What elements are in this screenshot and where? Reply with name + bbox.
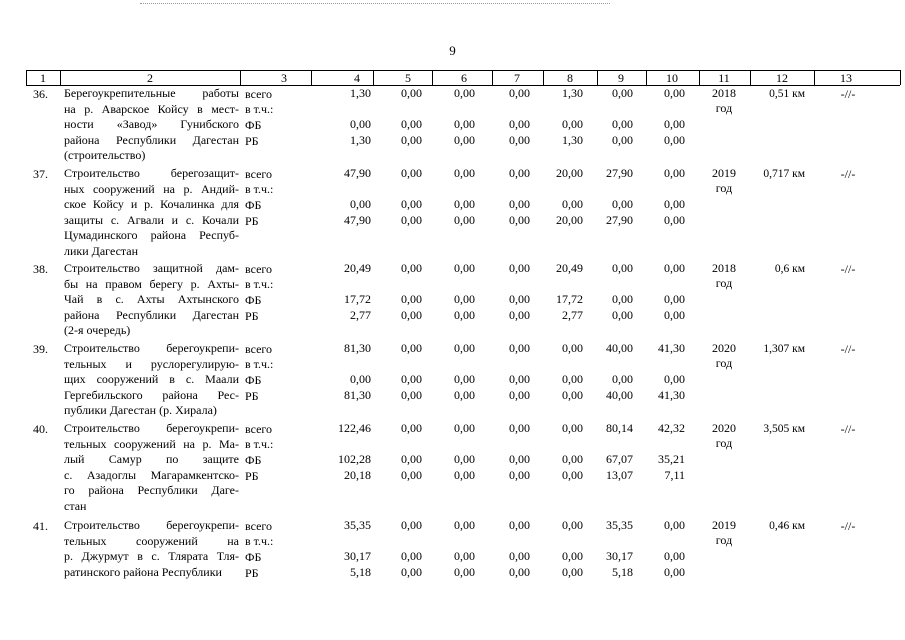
funding-type: всего [245,342,273,356]
project-name-line: го района Республики Даге- [64,483,239,498]
funding-type: РБ [245,566,259,580]
project-name-line: Строительство защитной дам- [64,261,239,275]
length-value: 3,505 км [763,423,805,435]
value-cell-c7: 0,00 [509,468,530,482]
value-cell-c8: 1,30 [562,133,583,147]
funding-type: РБ [245,214,259,228]
value-cell-c9: 0,00 [612,372,633,386]
funding-type: в т.ч.: [245,102,274,116]
funding-type: всего [245,87,273,101]
column-header-6: 6 [461,71,467,85]
value-cell-c10: 35,21 [658,452,685,466]
value-cell-c6: 0,00 [454,549,475,563]
value-cell-c6: 0,00 [454,117,475,131]
row-project-name [64,261,239,339]
funding-type: всего [245,262,273,276]
completion-year-unit: год [715,533,733,547]
value-cell-c10: 0,00 [664,549,685,563]
value-cell-c9: 40,00 [606,341,633,355]
value-cell-c7: 0,00 [509,341,530,355]
value-cell-c7: 0,00 [509,261,530,275]
funding-type: всего [245,519,273,533]
column-divider-1 [26,70,27,85]
value-cell-c7: 0,00 [509,308,530,322]
row-project-name [64,86,239,164]
ditto-mark: -//- [840,342,856,356]
project-name-line: р. Джурмут в с. Тлярата Тля- [64,549,239,564]
value-cell-c7: 0,00 [509,197,530,211]
value-cell-c9: 80,14 [606,421,633,435]
column-divider-8 [543,70,544,85]
value-cell-c7: 0,00 [509,452,530,466]
column-divider-10 [646,70,647,85]
funding-type: РБ [245,309,259,323]
column-divider-13 [814,70,815,85]
value-cell-c8: 0,00 [562,421,583,435]
value-cell-c8: 1,30 [562,86,583,100]
value-cell-c8: 20,49 [556,261,583,275]
value-cell-c5: 0,00 [401,133,422,147]
value-cell-c7: 0,00 [509,518,530,532]
project-name-line: ское Койсу и р. Кочалинка для [64,197,239,212]
column-divider-3 [240,70,241,85]
value-cell-c7: 0,00 [509,372,530,386]
project-name-line: щих сооружений в с. Маали [64,372,239,387]
value-cell-total: 2,77 [350,308,371,322]
value-cell-c9: 0,00 [612,86,633,100]
value-cell-total: 47,90 [344,166,371,180]
value-cell-c10: 7,11 [664,468,685,482]
value-cell-c5: 0,00 [401,261,422,275]
value-cell-c9: 0,00 [612,261,633,275]
funding-type: всего [245,422,273,436]
value-cell-c6: 0,00 [454,197,475,211]
length-value: 0,6 км [774,263,805,275]
value-cell-c6: 0,00 [454,388,475,402]
value-cell-total: 35,35 [344,518,371,532]
value-cell-total: 1,30 [350,86,371,100]
value-cell-c7: 0,00 [509,133,530,147]
column-header-13: 13 [840,71,852,85]
column-divider-12 [750,70,751,85]
value-cell-c6: 0,00 [454,292,475,306]
value-cell-c7: 0,00 [509,565,530,579]
project-name-line: Чай в с. Ахты Ахтынского [64,292,239,307]
value-cell-c6: 0,00 [454,86,475,100]
value-cell-c8: 0,00 [562,372,583,386]
project-name-line: ратинского района Республики [64,564,222,579]
column-divider-9 [597,70,598,85]
value-cell-c10: 0,00 [664,86,685,100]
ditto-mark: -//- [840,87,856,101]
funding-type: ФБ [245,453,262,467]
value-cell-c9: 0,00 [612,292,633,306]
value-cell-c9: 0,00 [612,197,633,211]
value-cell-c8: 0,00 [562,388,583,402]
ditto-mark: -//- [840,167,856,181]
column-header-5: 5 [405,71,411,85]
value-cell-total: 20,18 [344,468,371,482]
value-cell-total: 81,30 [344,341,371,355]
row-number: 39. [33,342,48,356]
page-number: 9 [449,43,456,58]
value-cell-c5: 0,00 [401,117,422,131]
completion-year: 2019 [712,518,736,532]
value-cell-c9: 13,07 [606,468,633,482]
project-name-line: района Республики Дагестан [64,307,239,322]
project-name-line: (строительство) [64,148,146,163]
value-cell-c7: 0,00 [509,166,530,180]
value-cell-c6: 0,00 [454,468,475,482]
column-header-7: 7 [514,71,520,85]
funding-type: РБ [245,389,259,403]
value-cell-c8: 0,00 [562,565,583,579]
value-cell-c6: 0,00 [454,341,475,355]
value-cell-c5: 0,00 [401,166,422,180]
column-divider-14 [900,70,901,85]
project-name-line: публики Дагестан (р. Хирала) [64,403,217,418]
value-cell-c5: 0,00 [401,308,422,322]
value-cell-total: 47,90 [344,213,371,227]
project-name-line: бы на правом берегу р. Ахты- [64,276,239,291]
row-number: 36. [33,87,48,101]
completion-year-unit: год [715,181,733,195]
funding-type: ФБ [245,293,262,307]
value-cell-c10: 0,00 [664,197,685,211]
value-cell-c5: 0,00 [401,518,422,532]
funding-type: ФБ [245,198,262,212]
column-divider-2 [60,70,61,85]
value-cell-c5: 0,00 [401,213,422,227]
column-divider-7 [492,70,493,85]
project-name-line: Строительство берегозащит- [64,166,239,180]
project-name-line: ности «Завод» Гунибского [64,117,239,132]
project-name-line: района Республики Дагестан [64,132,239,147]
value-cell-c6: 0,00 [454,452,475,466]
value-cell-c9: 27,90 [606,166,633,180]
column-header-1: 1 [40,71,46,85]
completion-year: 2020 [712,341,736,355]
project-name-line: лики Дагестан [64,243,139,258]
length-value: 0,717 км [763,168,805,180]
value-cell-c6: 0,00 [454,518,475,532]
value-cell-c6: 0,00 [454,166,475,180]
value-cell-c6: 0,00 [454,421,475,435]
value-cell-c9: 30,17 [606,549,633,563]
project-name-line: стан [64,498,87,513]
project-name-line: Гергебильского района Рес- [64,387,239,402]
value-cell-c7: 0,00 [509,421,530,435]
value-cell-c8: 0,00 [562,117,583,131]
value-cell-total: 5,18 [350,565,371,579]
funding-type: в т.ч.: [245,437,274,451]
project-name-line: Строительство берегоукрепи- [64,341,239,355]
ditto-mark: -//- [840,519,856,533]
project-name-line: Цумадинского района Респуб- [64,228,239,243]
project-name-line: тельных сооружений на р. Ма- [64,436,239,451]
value-cell-total: 1,30 [350,133,371,147]
value-cell-total: 0,00 [350,197,371,211]
column-header-11: 11 [718,71,730,85]
ditto-mark: -//- [840,262,856,276]
value-cell-c9: 5,18 [612,565,633,579]
column-divider-5 [373,70,374,85]
value-cell-c6: 0,00 [454,372,475,386]
value-cell-c6: 0,00 [454,565,475,579]
value-cell-c9: 27,90 [606,213,633,227]
value-cell-c5: 0,00 [401,341,422,355]
project-name-line: с. Азадоглы Магарамкентско- [64,467,239,482]
column-header-4: 4 [354,71,360,85]
value-cell-c7: 0,00 [509,388,530,402]
value-cell-c10: 0,00 [664,518,685,532]
value-cell-c10: 0,00 [664,133,685,147]
value-cell-c8: 0,00 [562,197,583,211]
project-name-line: на р. Аварское Койсу в мест- [64,101,239,116]
value-cell-c9: 0,00 [612,117,633,131]
value-cell-c5: 0,00 [401,452,422,466]
top-scan-line [140,3,610,4]
value-cell-total: 30,17 [344,549,371,563]
value-cell-c9: 67,07 [606,452,633,466]
project-name-line: ных сооружений на р. Андий- [64,181,239,196]
completion-year: 2018 [712,86,736,100]
value-cell-c5: 0,00 [401,549,422,563]
funding-type: ФБ [245,118,262,132]
funding-type: РБ [245,134,259,148]
funding-type: всего [245,167,273,181]
completion-year-unit: год [715,436,733,450]
value-cell-c8: 17,72 [556,292,583,306]
value-cell-c9: 0,00 [612,308,633,322]
row-number: 40. [33,422,48,436]
value-cell-total: 20,49 [344,261,371,275]
value-cell-c7: 0,00 [509,86,530,100]
value-cell-c6: 0,00 [454,213,475,227]
value-cell-total: 0,00 [350,372,371,386]
value-cell-c7: 0,00 [509,549,530,563]
value-cell-c10: 0,00 [664,261,685,275]
row-project-name [64,341,239,419]
value-cell-c5: 0,00 [401,197,422,211]
column-header-10: 10 [666,71,678,85]
column-header-2: 2 [147,71,153,85]
value-cell-c8: 0,00 [562,549,583,563]
value-cell-total: 102,28 [338,452,371,466]
value-cell-c9: 0,00 [612,133,633,147]
funding-type: в т.ч.: [245,534,274,548]
value-cell-c10: 0,00 [664,372,685,386]
row-number: 37. [33,167,48,181]
value-cell-c5: 0,00 [401,86,422,100]
value-cell-c5: 0,00 [401,468,422,482]
value-cell-c8: 2,77 [562,308,583,322]
project-name-line: Строительство берегоукрепи- [64,518,239,532]
value-cell-c9: 40,00 [606,388,633,402]
funding-type: ФБ [245,373,262,387]
value-cell-total: 17,72 [344,292,371,306]
completion-year: 2019 [712,166,736,180]
funding-type: в т.ч.: [245,182,274,196]
completion-year: 2018 [712,261,736,275]
value-cell-c7: 0,00 [509,292,530,306]
value-cell-c5: 0,00 [401,565,422,579]
completion-year-unit: год [715,101,733,115]
value-cell-c8: 20,00 [556,213,583,227]
length-value: 1,307 км [763,343,805,355]
row-project-name [64,166,239,260]
funding-type: в т.ч.: [245,357,274,371]
column-header-9: 9 [618,71,624,85]
value-cell-c8: 20,00 [556,166,583,180]
value-cell-c6: 0,00 [454,133,475,147]
value-cell-c8: 0,00 [562,518,583,532]
value-cell-c5: 0,00 [401,292,422,306]
value-cell-c6: 0,00 [454,261,475,275]
length-value: 0,46 км [769,520,805,532]
funding-type: ФБ [245,550,262,564]
ditto-mark: -//- [840,422,856,436]
value-cell-total: 122,46 [338,421,371,435]
project-name-line: Строительство берегоукрепи- [64,421,239,435]
project-name-line: (2-я очередь) [64,323,131,338]
project-name-line: защиты с. Агвали и с. Кочали [64,212,239,227]
funding-type: РБ [245,469,259,483]
column-header-12: 12 [776,71,788,85]
completion-year-unit: год [715,356,733,370]
value-cell-c9: 35,35 [606,518,633,532]
value-cell-c8: 0,00 [562,468,583,482]
value-cell-c10: 42,32 [658,421,685,435]
row-project-name [64,518,239,580]
completion-year: 2020 [712,421,736,435]
project-name-line: Берегоукрепительные работы [64,86,239,100]
value-cell-c10: 0,00 [664,308,685,322]
row-number: 41. [33,519,48,533]
column-header-3: 3 [281,71,287,85]
value-cell-c7: 0,00 [509,117,530,131]
column-divider-4 [311,70,312,85]
column-header-8: 8 [567,71,573,85]
value-cell-total: 81,30 [344,388,371,402]
value-cell-c5: 0,00 [401,372,422,386]
value-cell-c10: 41,30 [658,388,685,402]
value-cell-c8: 0,00 [562,341,583,355]
value-cell-c10: 0,00 [664,213,685,227]
funding-type: в т.ч.: [245,277,274,291]
value-cell-c10: 0,00 [664,166,685,180]
value-cell-c8: 0,00 [562,452,583,466]
project-name-line: тельных сооружений на [64,533,239,548]
row-number: 38. [33,262,48,276]
column-divider-6 [432,70,433,85]
column-divider-11 [699,70,700,85]
project-name-line: лый Самур по защите [64,452,239,467]
value-cell-c10: 0,00 [664,565,685,579]
value-cell-c5: 0,00 [401,388,422,402]
value-cell-c5: 0,00 [401,421,422,435]
value-cell-c10: 0,00 [664,117,685,131]
value-cell-c7: 0,00 [509,213,530,227]
row-project-name [64,421,239,515]
value-cell-c10: 41,30 [658,341,685,355]
value-cell-c10: 0,00 [664,292,685,306]
value-cell-total: 0,00 [350,117,371,131]
value-cell-c6: 0,00 [454,308,475,322]
project-name-line: тельных и руслорегулирую- [64,356,239,371]
completion-year-unit: год [715,276,733,290]
length-value: 0,51 км [769,88,805,100]
